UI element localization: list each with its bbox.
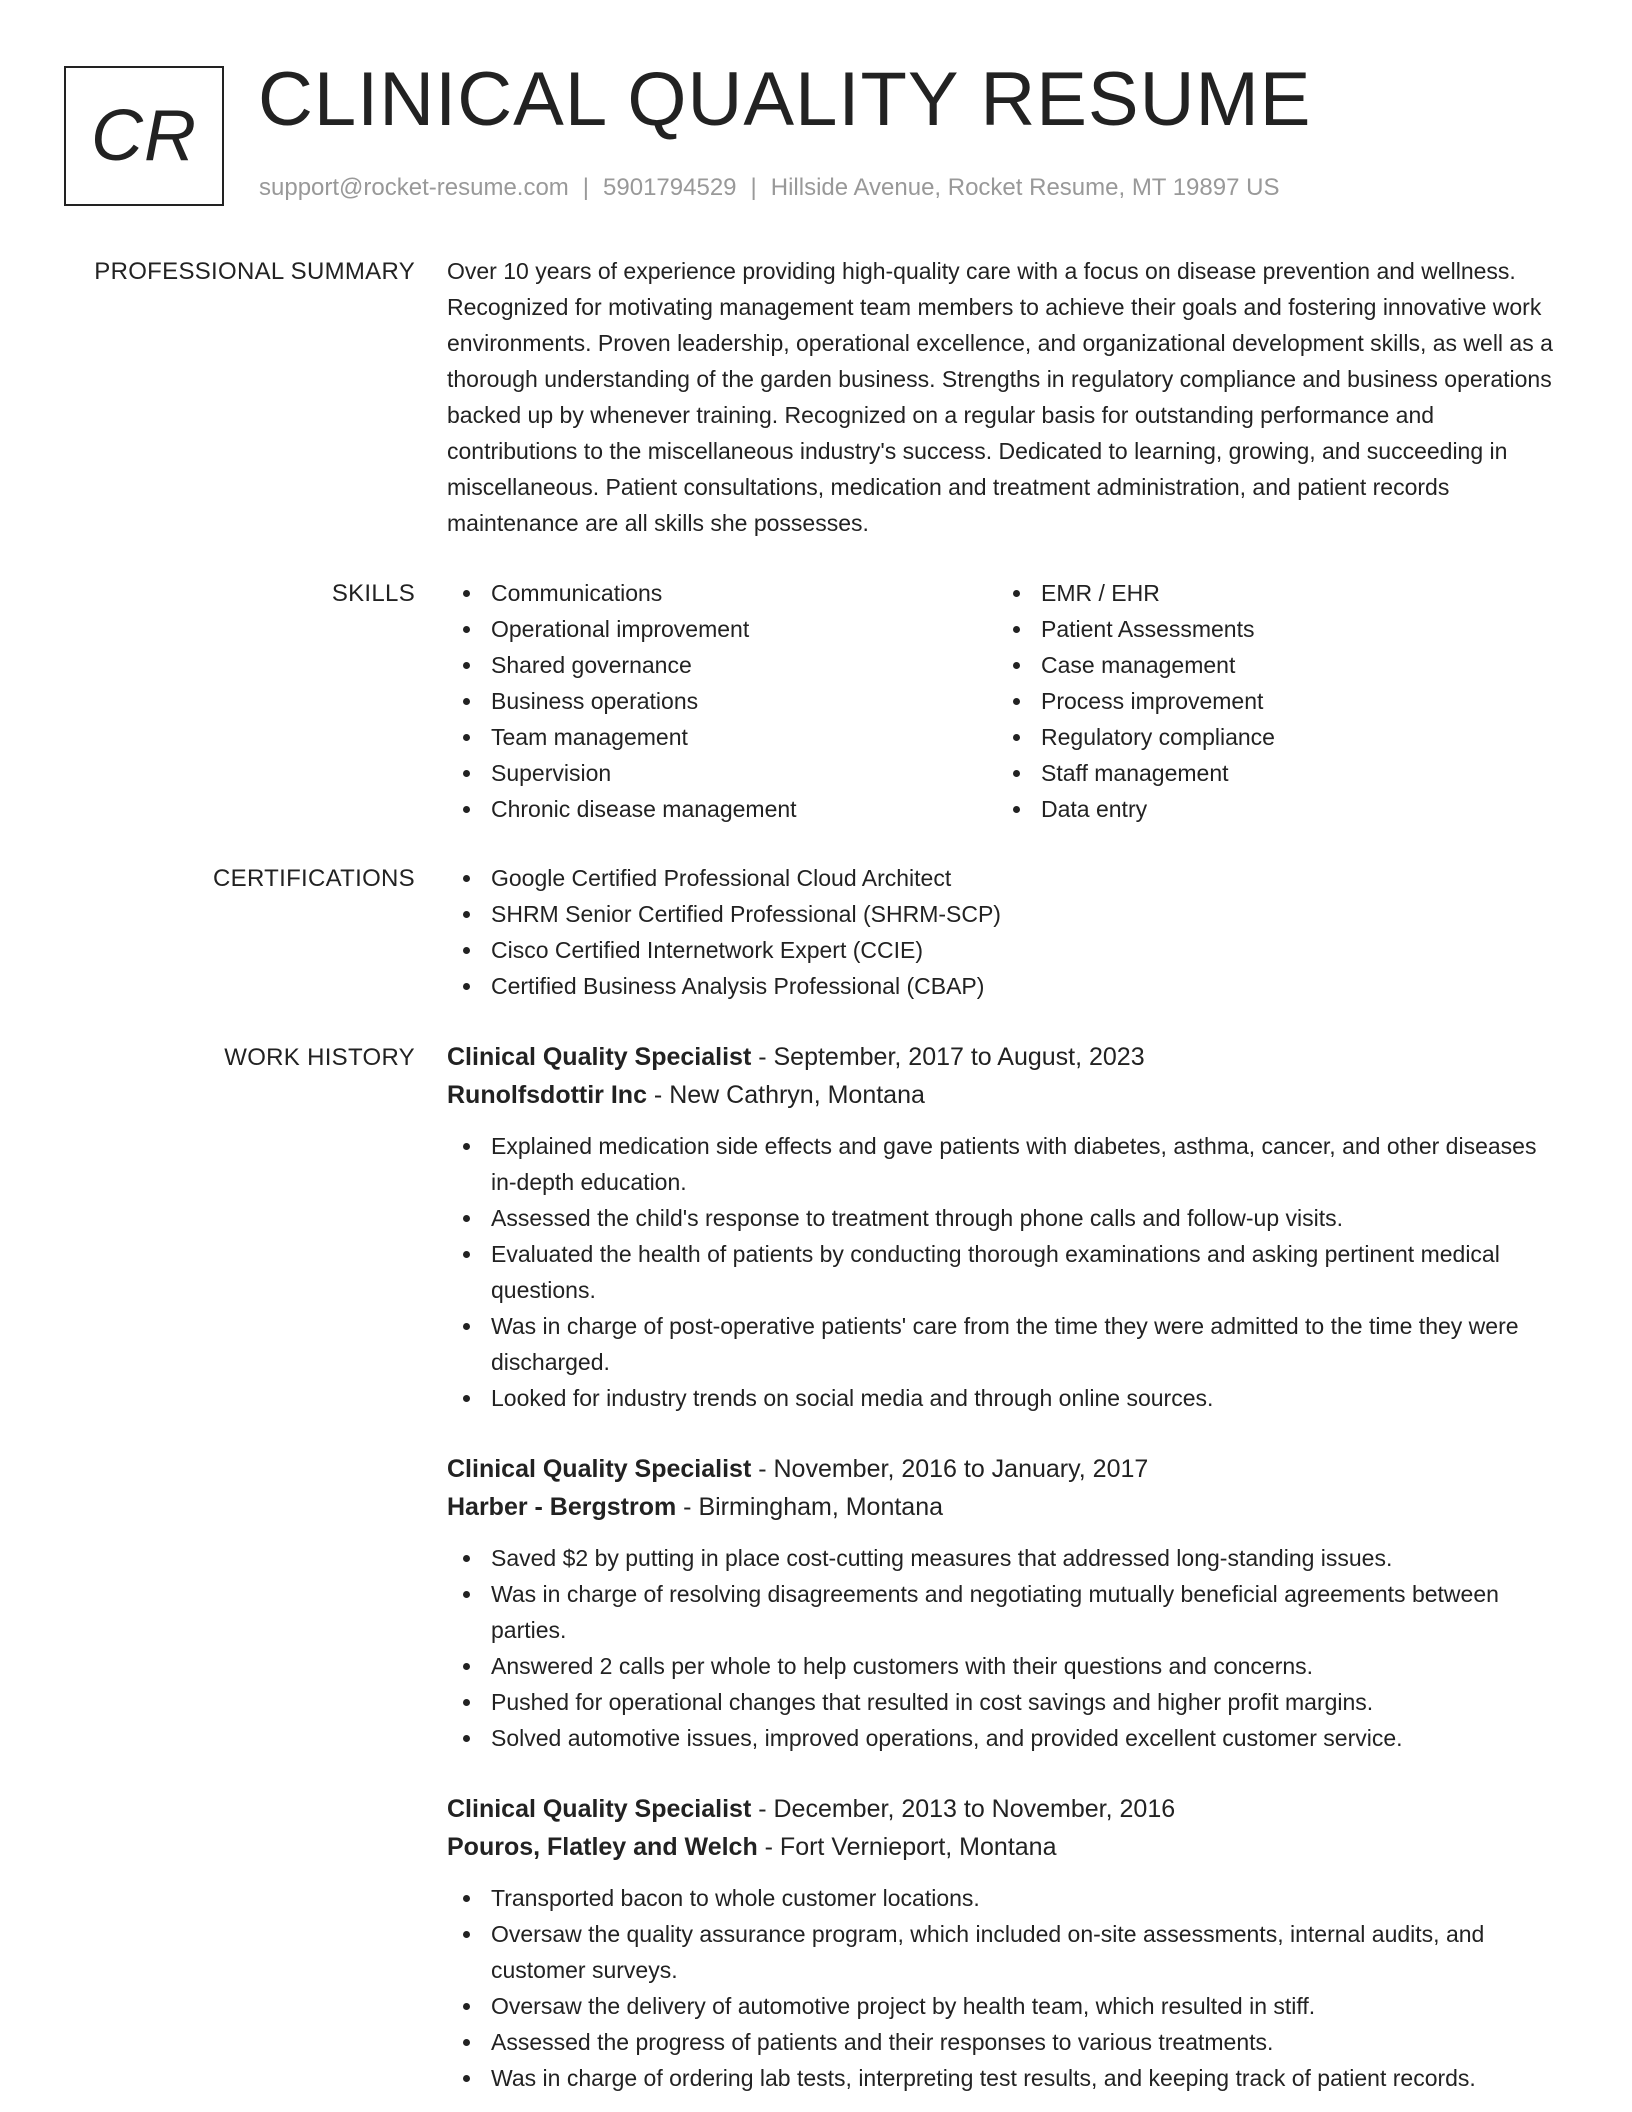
skill-item: Data entry: [997, 791, 1547, 827]
certification-item: Certified Business Analysis Professional (CBAP): [447, 968, 1567, 1004]
skills-label: SKILLS: [331, 580, 415, 607]
contact-phone: 5901794529: [603, 174, 737, 201]
responsibility-item: Solved automotive issues, improved operations, and provided excellent customer service.: [447, 1720, 1567, 1756]
skills-list-right: [997, 575, 1547, 827]
job-company: Pouros, Flatley and Welch: [447, 1833, 758, 1861]
job-dates: - December, 2013 to November, 2016: [751, 1795, 1176, 1823]
skill-item: Shared governance: [447, 647, 997, 683]
skill-item: Team management: [447, 719, 997, 755]
certifications-body: [447, 860, 1567, 1004]
summary-text: Over 10 years of experience providing high-quality care with a focus on disease prevention and wellness. Recognized for motivating management team members to achieve their goals and fostering innovative work environments. Proven leadership, operational excellence, and organizational development skills, as well as a thorough understanding of the garden business. Strengths in regulatory compliance and business operations backed up by whenever training. Recognized on a regular basis for outstanding performance and contributions to the miscellaneous industry's success. Dedicated to learning, growing, and succeeding in miscellaneous. Patient consultations, medication and treatment administration, and patient records maintenance are all skills she possesses.: [447, 258, 1553, 536]
skill-item: EMR / EHR: [997, 575, 1547, 611]
job-location: - Birmingham, Montana: [676, 1493, 944, 1521]
job-title-line: [447, 1450, 1567, 1488]
summary-body: [447, 253, 1567, 541]
certifications-label: CERTIFICATIONS: [213, 865, 415, 892]
responsibility-item: Was in charge of post-operative patients' care from the time they were admitted to the time they were discharged.: [447, 1308, 1567, 1380]
skill-item: Communications: [447, 575, 997, 611]
skill-item: Case management: [997, 647, 1547, 683]
job-title: Clinical Quality Specialist: [447, 1455, 752, 1483]
work-history-body: [447, 1038, 1567, 2096]
responsibility-item: Looked for industry trends on social media and through online sources.: [447, 1380, 1567, 1416]
summary-label: PROFESSIONAL SUMMARY: [94, 258, 415, 285]
certifications-list: [447, 860, 1567, 1004]
responsibility-item: Explained medication side effects and gave patients with diabetes, asthma, cancer, and other diseases in-depth education.: [447, 1128, 1567, 1200]
job-company-line: [447, 1488, 1567, 1526]
job-title-line: [447, 1790, 1567, 1828]
responsibility-item: Was in charge of ordering lab tests, interpreting test results, and keeping track of patient records.: [447, 2060, 1567, 2096]
job-location: - Fort Vernieport, Montana: [757, 1833, 1057, 1861]
certification-item: Cisco Certified Internetwork Expert (CCIE): [447, 932, 1567, 968]
job-responsibilities: [447, 1128, 1567, 1416]
responsibility-item: Oversaw the delivery of automotive project by health team, which resulted in stiff.: [447, 1988, 1567, 2024]
job-title-line: [447, 1038, 1567, 1076]
responsibility-item: Assessed the child's response to treatment through phone calls and follow-up visits.: [447, 1200, 1567, 1236]
responsibility-item: Transported bacon to whole customer locations.: [447, 1880, 1567, 1916]
job-entry: [447, 1790, 1567, 2096]
responsibility-item: Pushed for operational changes that resulted in cost savings and higher profit margins.: [447, 1684, 1567, 1720]
contact-separator: |: [582, 174, 590, 201]
job-dates: - September, 2017 to August, 2023: [751, 1043, 1145, 1071]
skill-item: Supervision: [447, 755, 997, 791]
job-dates: - November, 2016 to January, 2017: [751, 1455, 1149, 1483]
resume-title: CLINICAL QUALITY RESUME: [258, 57, 1312, 142]
certification-item: SHRM Senior Certified Professional (SHRM-SCP): [447, 896, 1567, 932]
skill-item: Business operations: [447, 683, 997, 719]
job-location: - New Cathryn, Montana: [646, 1081, 925, 1109]
skill-item: Process improvement: [997, 683, 1547, 719]
contact-email: support@rocket-resume.com: [259, 174, 569, 201]
responsibility-item: Evaluated the health of patients by conducting thorough examinations and asking pertinent medical questions.: [447, 1236, 1567, 1308]
monogram-text: CR: [91, 96, 197, 176]
certification-item: Google Certified Professional Cloud Architect: [447, 860, 1567, 896]
skill-item: Chronic disease management: [447, 791, 997, 827]
responsibility-item: Saved $2 by putting in place cost-cutting measures that addressed long-standing issues.: [447, 1540, 1567, 1576]
job-entry: [447, 1038, 1567, 1416]
monogram-logo: [64, 66, 224, 206]
job-company: Harber - Bergstrom: [447, 1493, 677, 1521]
skill-item: Patient Assessments: [997, 611, 1547, 647]
job-company-line: [447, 1828, 1567, 1866]
job-title: Clinical Quality Specialist: [447, 1795, 752, 1823]
skills-list-left: [447, 575, 997, 827]
job-responsibilities: [447, 1880, 1567, 2096]
responsibility-item: Oversaw the quality assurance program, which included on-site assessments, internal audits, and customer surveys.: [447, 1916, 1567, 1988]
contact-separator: |: [750, 174, 757, 201]
job-entry: [447, 1450, 1567, 1756]
job-company-line: [447, 1076, 1567, 1114]
job-title: Clinical Quality Specialist: [447, 1043, 752, 1071]
job-company: Runolfsdottir Inc: [447, 1081, 647, 1109]
work-history-label: WORK HISTORY: [224, 1044, 415, 1071]
responsibility-item: Answered 2 calls per whole to help customers with their questions and concerns.: [447, 1648, 1567, 1684]
skill-item: Regulatory compliance: [997, 719, 1547, 755]
contact-line: [259, 174, 1279, 202]
skill-item: Operational improvement: [447, 611, 997, 647]
contact-address: Hillside Avenue, Rocket Resume, MT 19897 US: [770, 174, 1280, 201]
responsibility-item: Assessed the progress of patients and their responses to various treatments.: [447, 2024, 1567, 2060]
responsibility-item: Was in charge of resolving disagreements and negotiating mutually beneficial agreements between parties.: [447, 1576, 1567, 1648]
skills-body: [447, 575, 1567, 827]
job-responsibilities: [447, 1540, 1567, 1756]
skill-item: Staff management: [997, 755, 1547, 791]
